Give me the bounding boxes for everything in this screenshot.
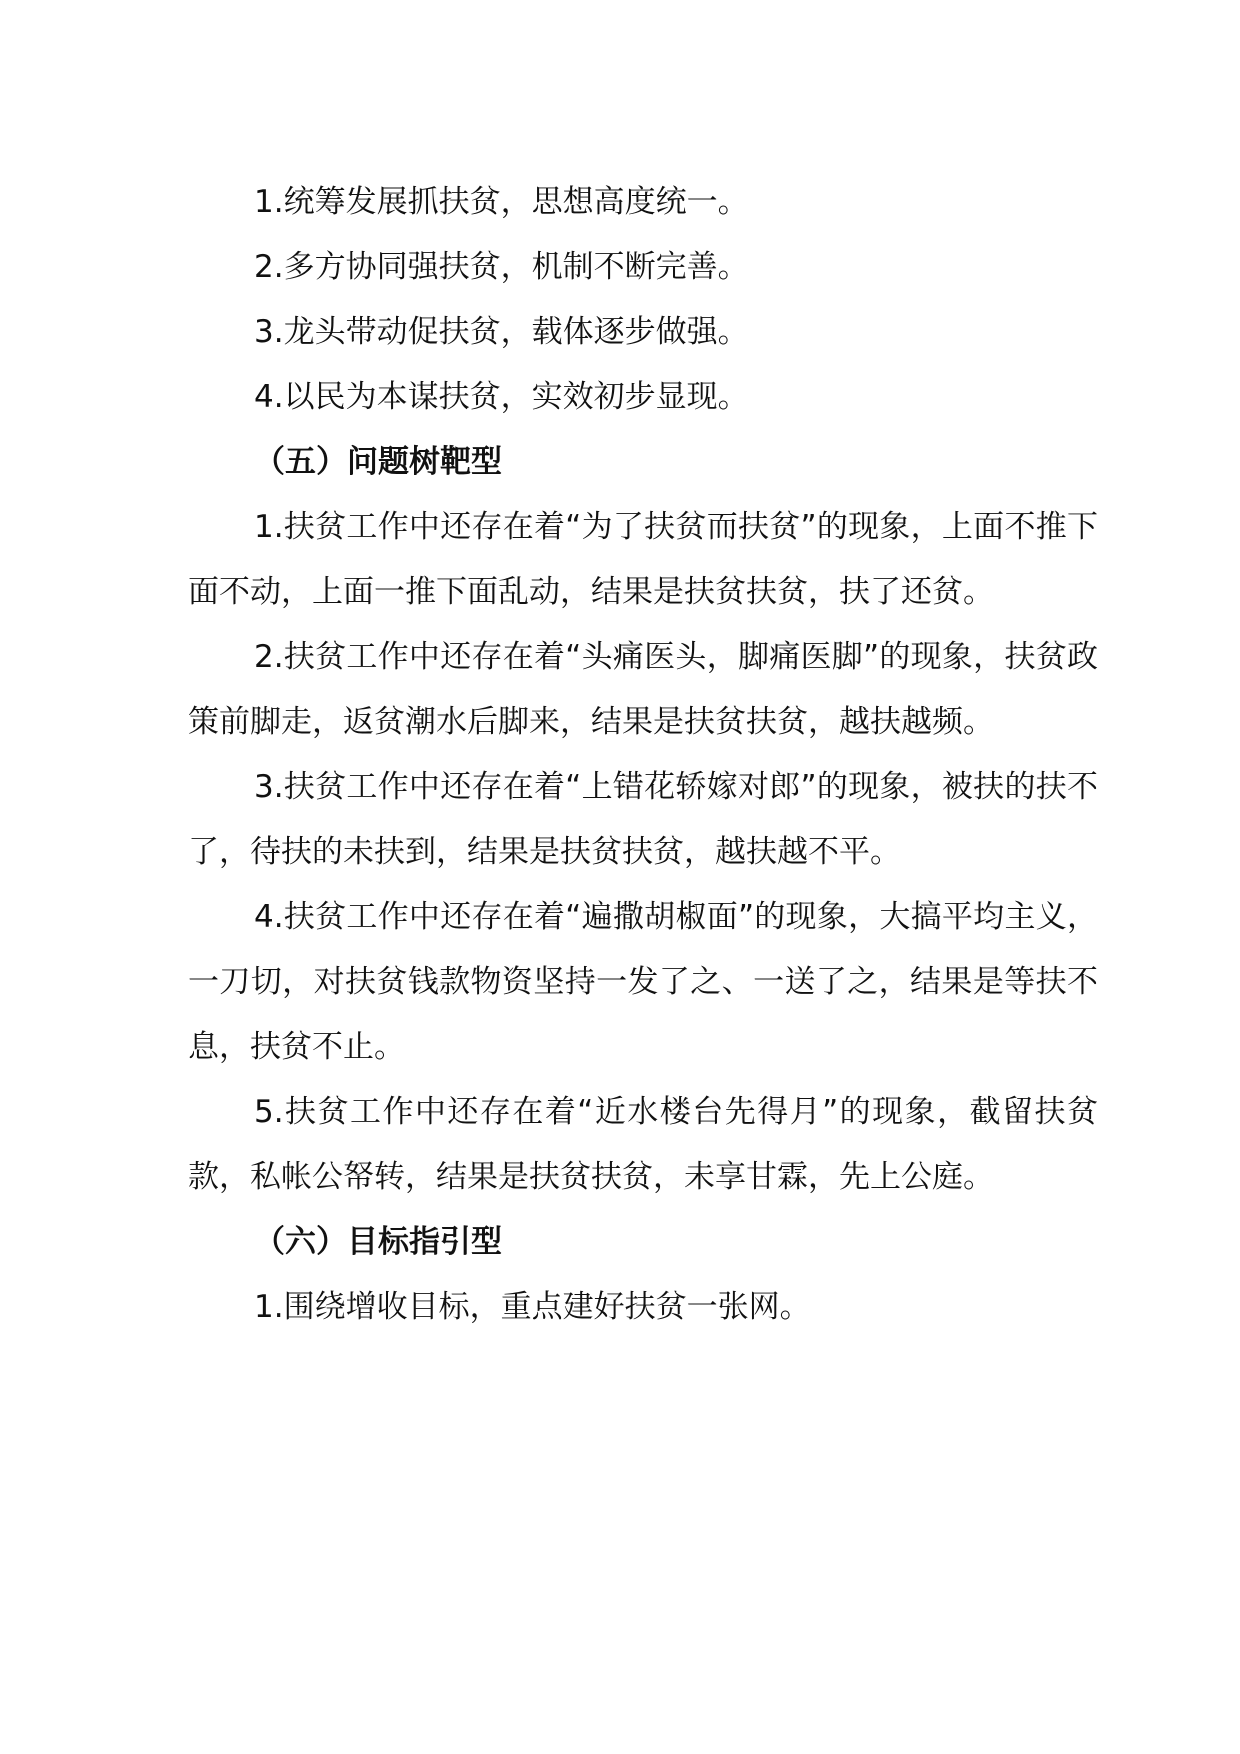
section-heading: （六）目标指引型: [254, 1224, 502, 1260]
list-item: 3.龙头带动促扶贫，载体逐步做强。: [254, 314, 749, 350]
list-item: 5.扶贫工作中还存在着“近水楼台先得月”的现象，截留扶贫款，私帐公帑转，结果是扶贫扶贫，未享甘霖，先上公庭。: [188, 1094, 1098, 1195]
list-item: 2.多方协同强扶贫，机制不断完善。: [254, 249, 749, 285]
list-item: 4.以民为本谋扶贫，实效初步显现。: [254, 379, 749, 415]
list-item: 1.统筹发展抓扶贫，思想高度统一。: [254, 184, 749, 220]
list-item: 1.扶贫工作中还存在着“为了扶贫而扶贫”的现象，上面不推下面不动，上面一推下面乱动，结果是扶贫扶贫，扶了还贫。: [188, 509, 1098, 610]
document-body: [188, 170, 1098, 1340]
list-item: 4.扶贫工作中还存在着“遍撒胡椒面”的现象，大搞平均主义，一刀切，对扶贫钱款物资坚持一发了之、一送了之，结果是等扶不息，扶贫不止。: [188, 899, 1098, 1065]
section-heading: （五）问题树靶型: [254, 444, 502, 480]
list-item: 3.扶贫工作中还存在着“上错花轿嫁对郎”的现象，被扶的扶不了，待扶的未扶到，结果是扶贫扶贫，越扶越不平。: [188, 769, 1098, 870]
list-item: 2.扶贫工作中还存在着“头痛医头，脚痛医脚”的现象，扶贫政策前脚走，返贫潮水后脚来，结果是扶贫扶贫，越扶越频。: [188, 639, 1098, 740]
list-item: 1.围绕增收目标，重点建好扶贫一张网。: [254, 1289, 811, 1325]
